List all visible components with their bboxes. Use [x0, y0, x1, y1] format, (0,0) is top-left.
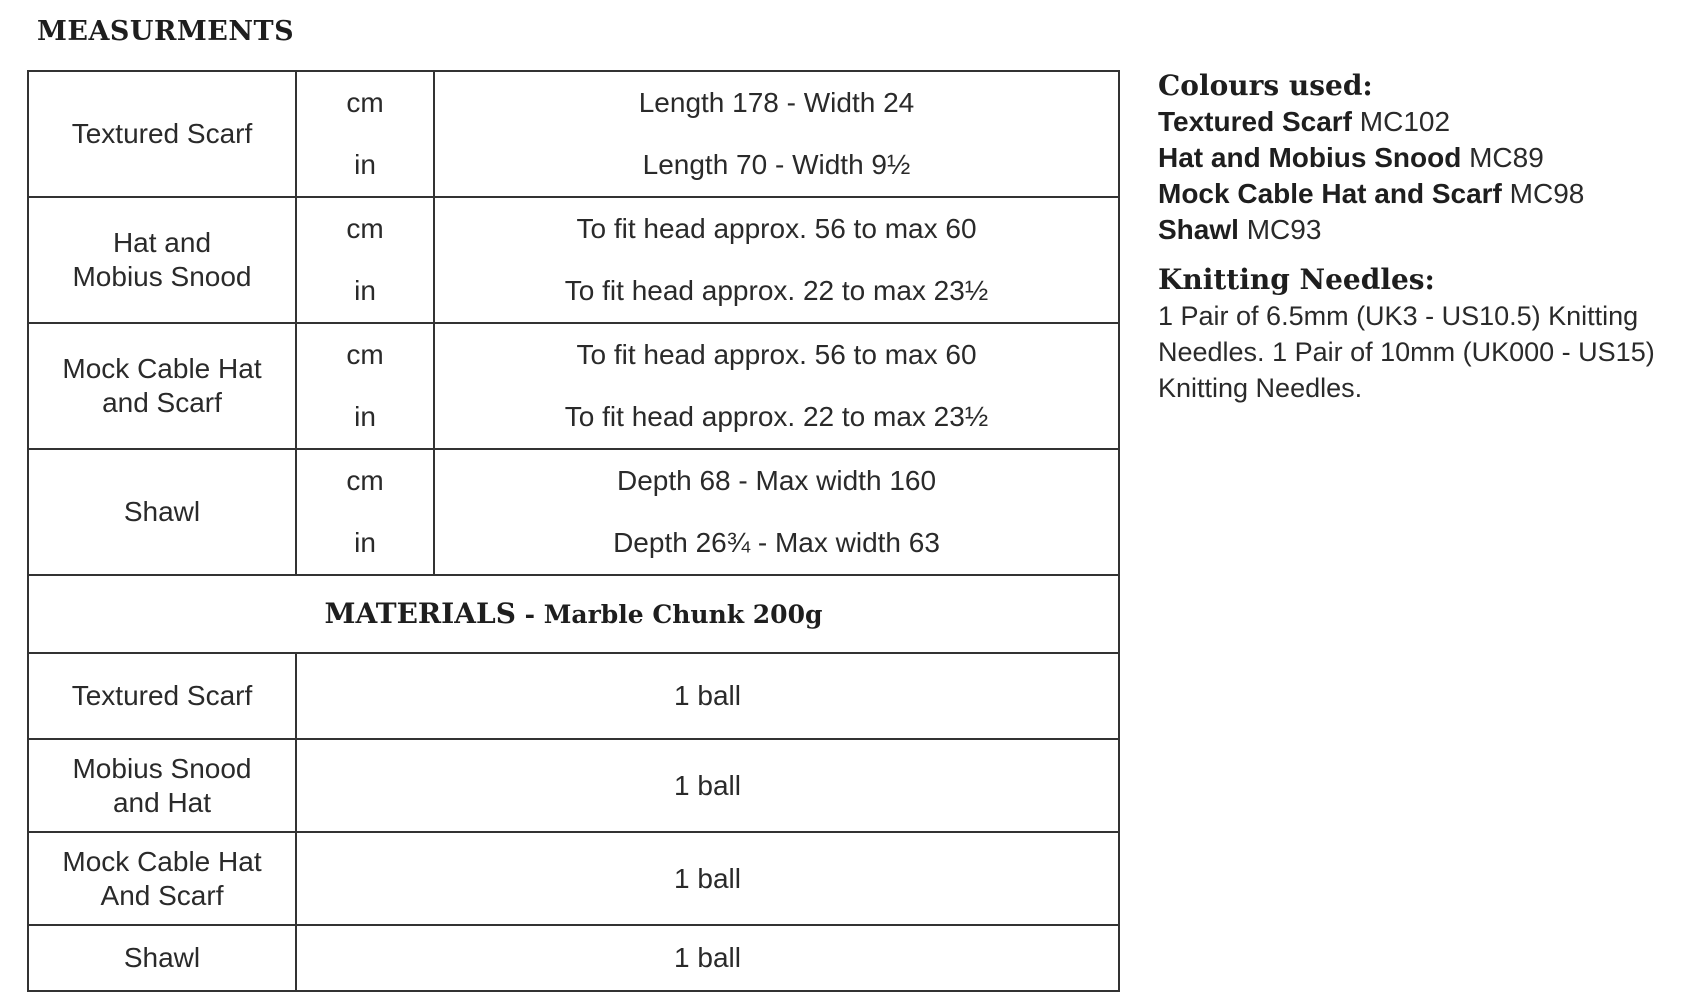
value-cell	[434, 71, 1119, 197]
measurement-value: Length 178 - Width 24	[638, 87, 915, 118]
colour-code: MC102	[1352, 106, 1451, 137]
value-cell	[434, 197, 1119, 323]
measurement-value: To fit head approx. 56 to max 60	[576, 213, 977, 244]
unit-cell	[296, 449, 434, 575]
measurement-row	[28, 197, 1119, 323]
colour-item	[1158, 104, 1698, 140]
item-name: Textured Scarf	[28, 71, 296, 197]
materials-heading	[28, 575, 1119, 653]
material-row	[28, 739, 1119, 832]
measurements-heading: MEASURMENTS	[37, 16, 295, 47]
material-qty: 1 ball	[296, 739, 1119, 832]
colour-code: MC89	[1461, 142, 1544, 173]
measurement-row	[28, 449, 1119, 575]
colour-item-name: Mock Cable Hat and Scarf	[1158, 178, 1502, 209]
materials-subtitle: - Marble Chunk 200g	[515, 599, 823, 629]
colour-item-name: Shawl	[1158, 214, 1239, 245]
unit-cell	[296, 323, 434, 449]
value-cell	[434, 323, 1119, 449]
material-qty: 1 ball	[296, 832, 1119, 925]
colour-item-name: Textured Scarf	[1158, 106, 1352, 137]
unit-label: cm	[346, 87, 384, 118]
unit-label: cm	[346, 213, 384, 244]
measurements-table	[27, 70, 1120, 992]
unit-cell	[296, 71, 434, 197]
item-name: Mock Cable Hat And Scarf	[28, 832, 296, 925]
colours-heading: Colours used:	[1158, 69, 1373, 102]
material-row	[28, 925, 1119, 991]
materials-title: MATERIALS	[324, 596, 516, 630]
unit-label: cm	[346, 465, 384, 496]
material-row	[28, 832, 1119, 925]
materials-header-row	[28, 575, 1119, 653]
material-qty: 1 ball	[296, 653, 1119, 739]
measurement-value: To fit head approx. 56 to max 60	[576, 339, 977, 370]
colour-code: MC98	[1501, 178, 1585, 209]
info-panel	[1158, 68, 1698, 406]
item-name: Mobius Snood and Hat	[28, 739, 296, 832]
unit-cell	[296, 197, 434, 323]
unit-label: cm	[346, 339, 384, 370]
measurement-row	[28, 323, 1119, 449]
measurement-value: Length 70 - Width 9½	[642, 149, 911, 180]
item-name: Mock Cable Hat and Scarf	[28, 323, 296, 449]
unit-label: in	[354, 275, 376, 306]
measurement-value: To fit head approx. 22 to max 23½	[564, 275, 989, 306]
unit-label: in	[354, 527, 376, 558]
colour-item-name: Hat and Mobius Snood	[1158, 142, 1462, 173]
colour-code: MC93	[1238, 214, 1322, 245]
material-qty: 1 ball	[296, 925, 1119, 991]
measurement-value: To fit head approx. 22 to max 23½	[564, 401, 989, 432]
item-name: Shawl	[28, 925, 296, 991]
colour-item	[1158, 176, 1698, 212]
item-name: Textured Scarf	[28, 653, 296, 739]
measurement-row	[28, 71, 1119, 197]
value-cell	[434, 449, 1119, 575]
material-row	[28, 653, 1119, 739]
needles-heading: Knitting Needles:	[1158, 263, 1435, 296]
item-name: Shawl	[28, 449, 296, 575]
unit-label: in	[354, 401, 376, 432]
unit-label: in	[354, 149, 376, 180]
measurement-value: Depth 26¾ - Max width 63	[613, 527, 940, 558]
needles-text: 1 Pair of 6.5mm (UK3 - US10.5) Knitting Needles. 1 Pair of 10mm (UK000 - US15) Knitting Needles.	[1158, 301, 1655, 403]
colour-item	[1158, 212, 1698, 248]
colour-item	[1158, 140, 1698, 176]
measurement-value: Depth 68 - Max width 160	[616, 465, 937, 496]
item-name: Hat and Mobius Snood	[28, 197, 296, 323]
